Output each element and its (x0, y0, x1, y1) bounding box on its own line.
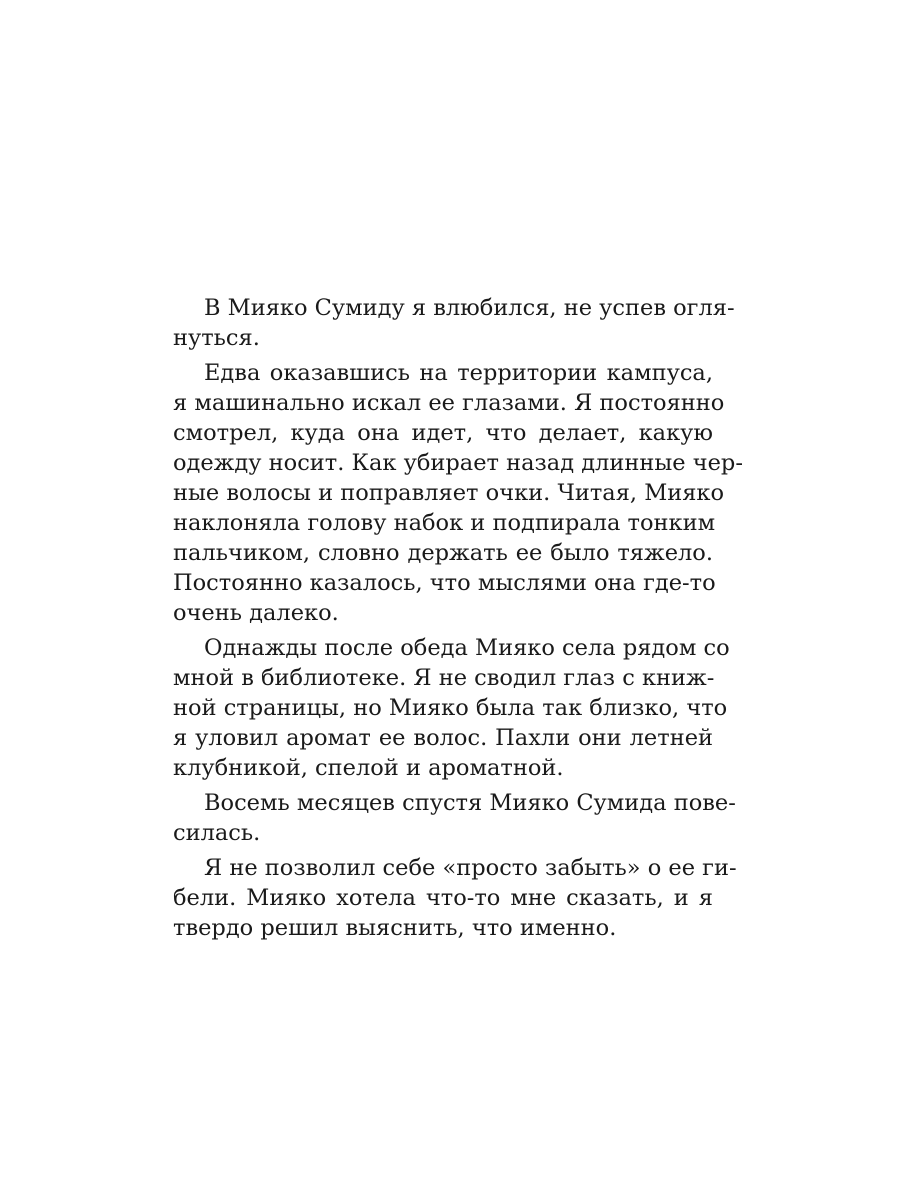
text-line: силась. (173, 820, 261, 846)
text-line: я машинально искал ее глазами. Я постоянно (173, 390, 725, 416)
text-line: одежду носит. Как убирает назад длинные чер- (173, 450, 743, 476)
text-line: твердо решил выяснить, что именно. (173, 915, 617, 941)
text-line: мной в библиотеке. Я не сводил глаз с книж- (173, 665, 715, 691)
paragraph-4 (173, 788, 736, 848)
paragraph-5 (173, 853, 737, 943)
text-line: нуться. (173, 325, 260, 351)
text-line: В Мияко Сумиду я влюбился, не успев огля- (204, 295, 735, 321)
paragraph-3 (173, 633, 730, 783)
text-line: смотрел, куда она идет, что делает, какую (173, 420, 713, 446)
text-line: я уловил аромат ее волос. Пахли они летней (173, 725, 713, 751)
paragraph-2 (173, 358, 743, 628)
text-line: бели. Мияко хотела что-то мне сказать, и я (173, 885, 713, 911)
text-line: ные волосы и поправляет очки. Читая, Мияко (173, 480, 725, 506)
text-line: ной страницы, но Мияко была так близко, что (173, 695, 728, 721)
text-line: Однажды после обеда Мияко села рядом со (204, 635, 730, 661)
text-line: Постоянно казалось, что мыслями она где-то (173, 570, 716, 596)
text-line: Я не позволил себе «просто забыть» о ее ги- (204, 855, 737, 881)
page-text (173, 293, 743, 943)
text-line: пальчиком, словно держать ее было тяжело. (173, 540, 713, 566)
text-line: наклоняла голову набок и подпирала тонким (173, 510, 716, 536)
text-line: Восемь месяцев спустя Мияко Сумида пове- (204, 790, 736, 816)
text-line: Едва оказавшись на территории кампуса, (204, 360, 713, 386)
paragraph-1 (173, 293, 735, 353)
text-line: клубникой, спелой и ароматной. (173, 755, 564, 781)
text-line: очень далеко. (173, 600, 339, 626)
